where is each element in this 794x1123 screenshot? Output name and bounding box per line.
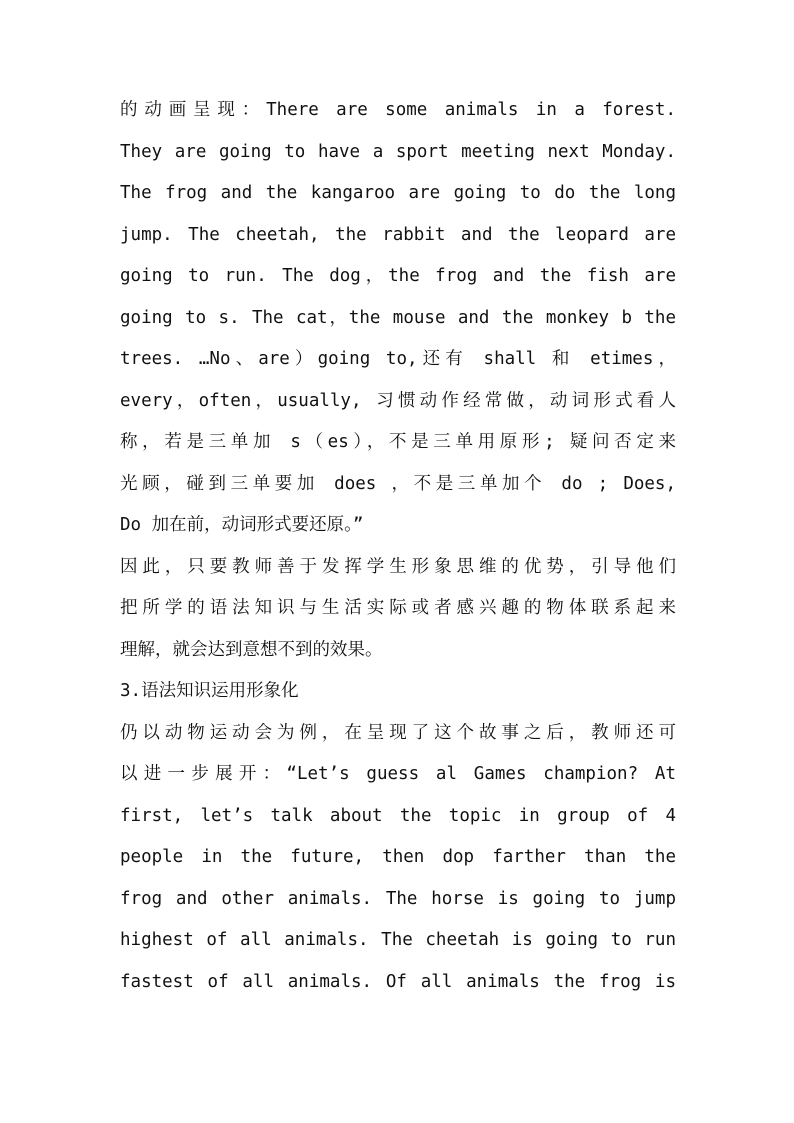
text-line: going to run. The dog，the frog and the fish are [120, 266, 676, 286]
text-line: The frog and the kangaroo are going to do the long [120, 183, 676, 203]
text-line: jump. The cheetah, the rabbit and the leopard are [120, 224, 676, 245]
text-line: going to s. The cat，the mouse and the monkey b the [120, 307, 676, 328]
text-line: highest of all animals. The cheetah is going to run [120, 930, 676, 950]
document-page [120, 90, 676, 1003]
text-line: frog and other animals. The horse is going to jump [120, 888, 676, 909]
text-line: 光顾，碰到三单要加 does ，不是三单加个 do ; Does, [120, 473, 676, 494]
text-line: first, let’s talk about the topic in group of 4 [120, 805, 676, 826]
text-line: 的动画呈现：There are some animals in a forest. [120, 100, 676, 120]
text-line: 把所学的语法知识与生活实际或者感兴趣的物体联系起来 [120, 598, 676, 618]
text-line: They are going to have a sport meeting next Monday. [120, 141, 676, 162]
text-line: fastest of all animals. Of all animals the frog is [120, 971, 676, 992]
text-line: 理解，就会达到意想不到的效果。 [120, 639, 383, 660]
text-line: 因此，只要教师善于发挥学生形象思维的优势，引导他们 [120, 556, 676, 577]
text-line: every，often，usually, 习惯动作经常做，动词形式看人 [120, 390, 676, 411]
text-line: Do 加在前，动词形式要还原。” [120, 515, 364, 535]
text-line: people in the future, then dop farther than the [120, 847, 676, 867]
section-heading: 3.语法知识运用形象化 [120, 681, 299, 701]
text-line: 以进一步展开：“Let’s guess al Games champion? At [120, 764, 676, 784]
text-line: trees. …No、are）going to,还有 shall 和 etimes， [120, 349, 676, 369]
text-line: 仍以动物运动会为例，在呈现了这个故事之后，教师还可 [120, 722, 676, 743]
text-line: 称，若是三单加 s（es），不是三单用原形; 疑问否定来 [120, 432, 676, 452]
